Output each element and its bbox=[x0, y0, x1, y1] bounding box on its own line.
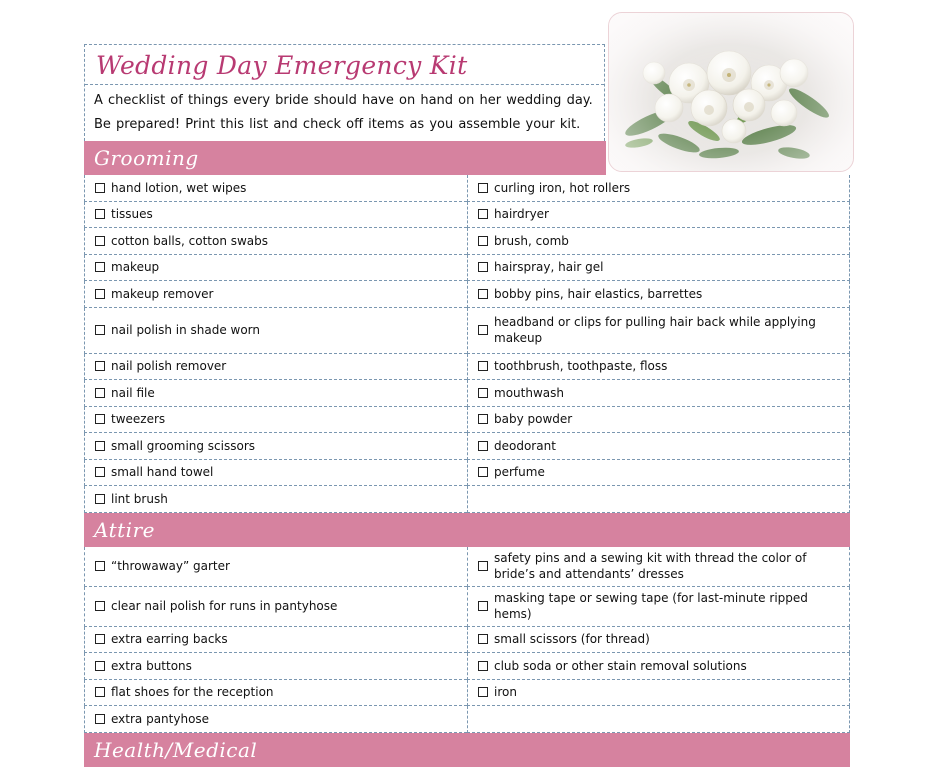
checkbox-icon[interactable] bbox=[95, 209, 105, 219]
checklist-item-nail-polish-in-shade-worn[interactable] bbox=[84, 308, 467, 354]
checkbox-icon[interactable] bbox=[478, 601, 488, 611]
empty-cell bbox=[467, 486, 850, 513]
checklist-item-makeup[interactable] bbox=[84, 255, 467, 282]
checklist-item-label: hand lotion, wet wipes bbox=[111, 180, 247, 195]
checklist-item-small-hand-towel[interactable] bbox=[84, 460, 467, 487]
checkbox-icon[interactable] bbox=[478, 661, 488, 671]
checkbox-icon[interactable] bbox=[95, 601, 105, 611]
checkbox-icon[interactable] bbox=[95, 236, 105, 246]
checklist-item-label: headband or clips for pulling hair back while applying makeup bbox=[494, 315, 816, 345]
checklist-item-masking-tape-or-sewing-tape-for-last-minute-ripped-hems[interactable] bbox=[467, 587, 850, 627]
checklist-item-extra-buttons[interactable] bbox=[84, 653, 467, 680]
checkbox-icon[interactable] bbox=[478, 236, 488, 246]
checkbox-icon[interactable] bbox=[478, 388, 488, 398]
checklist-item-label: “throwaway” garter bbox=[111, 559, 230, 573]
intro-line-2: Be prepared! Print this list and check off items as you assemble your kit. bbox=[94, 117, 581, 132]
checklist-item-label: nail polish remover bbox=[111, 359, 227, 374]
checkbox-icon[interactable] bbox=[478, 561, 488, 571]
checklist-item-label: small hand towel bbox=[111, 465, 214, 480]
checkbox-icon[interactable] bbox=[478, 209, 488, 219]
checklist-item-label: mouthwash bbox=[494, 385, 564, 400]
checkbox-icon[interactable] bbox=[95, 183, 105, 193]
checkbox-icon[interactable] bbox=[95, 714, 105, 724]
checklist-item-nail-file[interactable] bbox=[84, 380, 467, 407]
checkbox-icon[interactable] bbox=[95, 661, 105, 671]
checklist-item-extra-pantyhose[interactable] bbox=[84, 706, 467, 733]
checklist-item-baby-powder[interactable] bbox=[467, 407, 850, 434]
checkbox-icon[interactable] bbox=[95, 634, 105, 644]
checklist-item-lint-brush[interactable] bbox=[84, 486, 467, 513]
checkbox-icon[interactable] bbox=[95, 467, 105, 477]
checkbox-icon[interactable] bbox=[478, 289, 488, 299]
checklist-item-tissues[interactable] bbox=[84, 202, 467, 229]
checkbox-icon[interactable] bbox=[478, 687, 488, 697]
section-header-grooming: Grooming bbox=[84, 141, 606, 175]
checklist-item-label: cotton balls, cotton swabs bbox=[111, 233, 269, 248]
checklist-item-brush-comb[interactable] bbox=[467, 228, 850, 255]
checklist-item-perfume[interactable] bbox=[467, 460, 850, 487]
checkbox-icon[interactable] bbox=[478, 634, 488, 644]
checkbox-icon[interactable] bbox=[95, 414, 105, 424]
checkbox-icon[interactable] bbox=[95, 388, 105, 398]
checklist-item-clear-nail-polish-for-runs-in-pantyhose[interactable] bbox=[84, 587, 467, 627]
checklist-item-label: masking tape or sewing tape (for last-minute ripped hems) bbox=[494, 591, 808, 621]
checklist-item-label: curling iron, hot rollers bbox=[494, 180, 631, 195]
intro-text bbox=[85, 85, 604, 141]
checklist-item-label: extra pantyhose bbox=[111, 711, 210, 726]
checkbox-icon[interactable] bbox=[478, 262, 488, 272]
checklist-item-iron[interactable] bbox=[467, 680, 850, 707]
checklist-item-label: tissues bbox=[111, 207, 153, 222]
checkbox-icon[interactable] bbox=[95, 494, 105, 504]
checklist-item-label: small scissors (for thread) bbox=[494, 632, 650, 647]
checklist-item-headband-or-clips-for-pulling-hair-back-while-applying-makeup[interactable] bbox=[467, 308, 850, 354]
checklist-item-label: baby powder bbox=[494, 412, 573, 427]
section-header-health-medical: Health/Medical bbox=[84, 733, 850, 767]
checkbox-icon[interactable] bbox=[478, 467, 488, 477]
checklist-item-label: bobby pins, hair elastics, barrettes bbox=[494, 286, 703, 301]
checklist-item-label: makeup bbox=[111, 260, 160, 275]
intro-line-1: A checklist of things every bride should have on hand on her wedding day. bbox=[94, 93, 593, 108]
checkbox-icon[interactable] bbox=[95, 561, 105, 571]
checklist-item-extra-earring-backs[interactable] bbox=[84, 627, 467, 654]
checklist-item-label: hairspray, hair gel bbox=[494, 260, 604, 275]
checklist-item-label: tweezers bbox=[111, 412, 166, 427]
checklist-item-safety-pins-and-a-sewing-kit-with-thread-the-color-of-bride-s-and-attendants-dresses[interactable] bbox=[467, 547, 850, 587]
checklist-item-label: toothbrush, toothpaste, floss bbox=[494, 359, 668, 374]
attire-checklist bbox=[84, 547, 850, 733]
checklist-item-label: lint brush bbox=[111, 491, 168, 506]
checklist-item-label: nail file bbox=[111, 385, 155, 400]
checklist-item-small-grooming-scissors[interactable] bbox=[84, 433, 467, 460]
section-header-attire: Attire bbox=[84, 513, 850, 547]
title-box bbox=[84, 44, 605, 141]
checklist-item-toothbrush-toothpaste-floss[interactable] bbox=[467, 354, 850, 381]
checkbox-icon[interactable] bbox=[478, 441, 488, 451]
checkbox-icon[interactable] bbox=[95, 325, 105, 335]
checklist-item-label: clear nail polish for runs in pantyhose bbox=[111, 599, 338, 613]
checklist-item-label: perfume bbox=[494, 465, 545, 480]
checkbox-icon[interactable] bbox=[95, 361, 105, 371]
checklist-item-curling-iron-hot-rollers[interactable] bbox=[467, 175, 850, 202]
checklist-item-label: extra earring backs bbox=[111, 632, 228, 647]
page-title: Wedding Day Emergency Kit bbox=[85, 45, 604, 85]
checkbox-icon[interactable] bbox=[95, 289, 105, 299]
bouquet-illustration bbox=[609, 13, 853, 171]
checklist-item-hairspray-hair-gel[interactable] bbox=[467, 255, 850, 282]
checklist-item-deodorant[interactable] bbox=[467, 433, 850, 460]
checkbox-icon[interactable] bbox=[478, 414, 488, 424]
checklist-item-throwaway-garter[interactable] bbox=[84, 547, 467, 587]
checklist-item-label: nail polish in shade worn bbox=[111, 323, 261, 337]
checklist-item-makeup-remover[interactable] bbox=[84, 281, 467, 308]
bouquet-photo bbox=[608, 12, 854, 172]
checklist-item-label: makeup remover bbox=[111, 286, 214, 301]
checklist-item-small-scissors-for-thread[interactable] bbox=[467, 627, 850, 654]
checklist-item-hand-lotion-wet-wipes[interactable] bbox=[84, 175, 467, 202]
checklist-item-club-soda-or-other-stain-removal-solutions[interactable] bbox=[467, 653, 850, 680]
checklist-item-tweezers[interactable] bbox=[84, 407, 467, 434]
checkbox-icon[interactable] bbox=[95, 441, 105, 451]
checklist-item-label: brush, comb bbox=[494, 233, 569, 248]
checkbox-icon[interactable] bbox=[478, 361, 488, 371]
checklist-item-hairdryer[interactable] bbox=[467, 202, 850, 229]
checklist-item-flat-shoes-for-the-reception[interactable] bbox=[84, 680, 467, 707]
checklist-item-label: small grooming scissors bbox=[111, 438, 256, 453]
checklist-item-cotton-balls-cotton-swabs[interactable] bbox=[84, 228, 467, 255]
checklist-item-label: iron bbox=[494, 685, 517, 700]
checklist-item-nail-polish-remover[interactable] bbox=[84, 354, 467, 381]
grooming-checklist bbox=[84, 175, 850, 513]
checklist-item-bobby-pins-hair-elastics-barrettes[interactable] bbox=[467, 281, 850, 308]
checklist-item-label: hairdryer bbox=[494, 207, 549, 222]
checklist-item-mouthwash[interactable] bbox=[467, 380, 850, 407]
empty-cell bbox=[467, 706, 850, 733]
checkbox-icon[interactable] bbox=[95, 262, 105, 272]
checkbox-icon[interactable] bbox=[478, 183, 488, 193]
checklist-item-label: extra buttons bbox=[111, 658, 192, 673]
checkbox-icon[interactable] bbox=[478, 325, 488, 335]
checklist-item-label: deodorant bbox=[494, 438, 556, 453]
checkbox-icon[interactable] bbox=[95, 687, 105, 697]
checklist-item-label: club soda or other stain removal solutions bbox=[494, 658, 747, 673]
checklist-item-label: flat shoes for the reception bbox=[111, 685, 274, 700]
checklist-item-label: safety pins and a sewing kit with thread the color of bride’s and attendants’ dresses bbox=[494, 551, 807, 581]
